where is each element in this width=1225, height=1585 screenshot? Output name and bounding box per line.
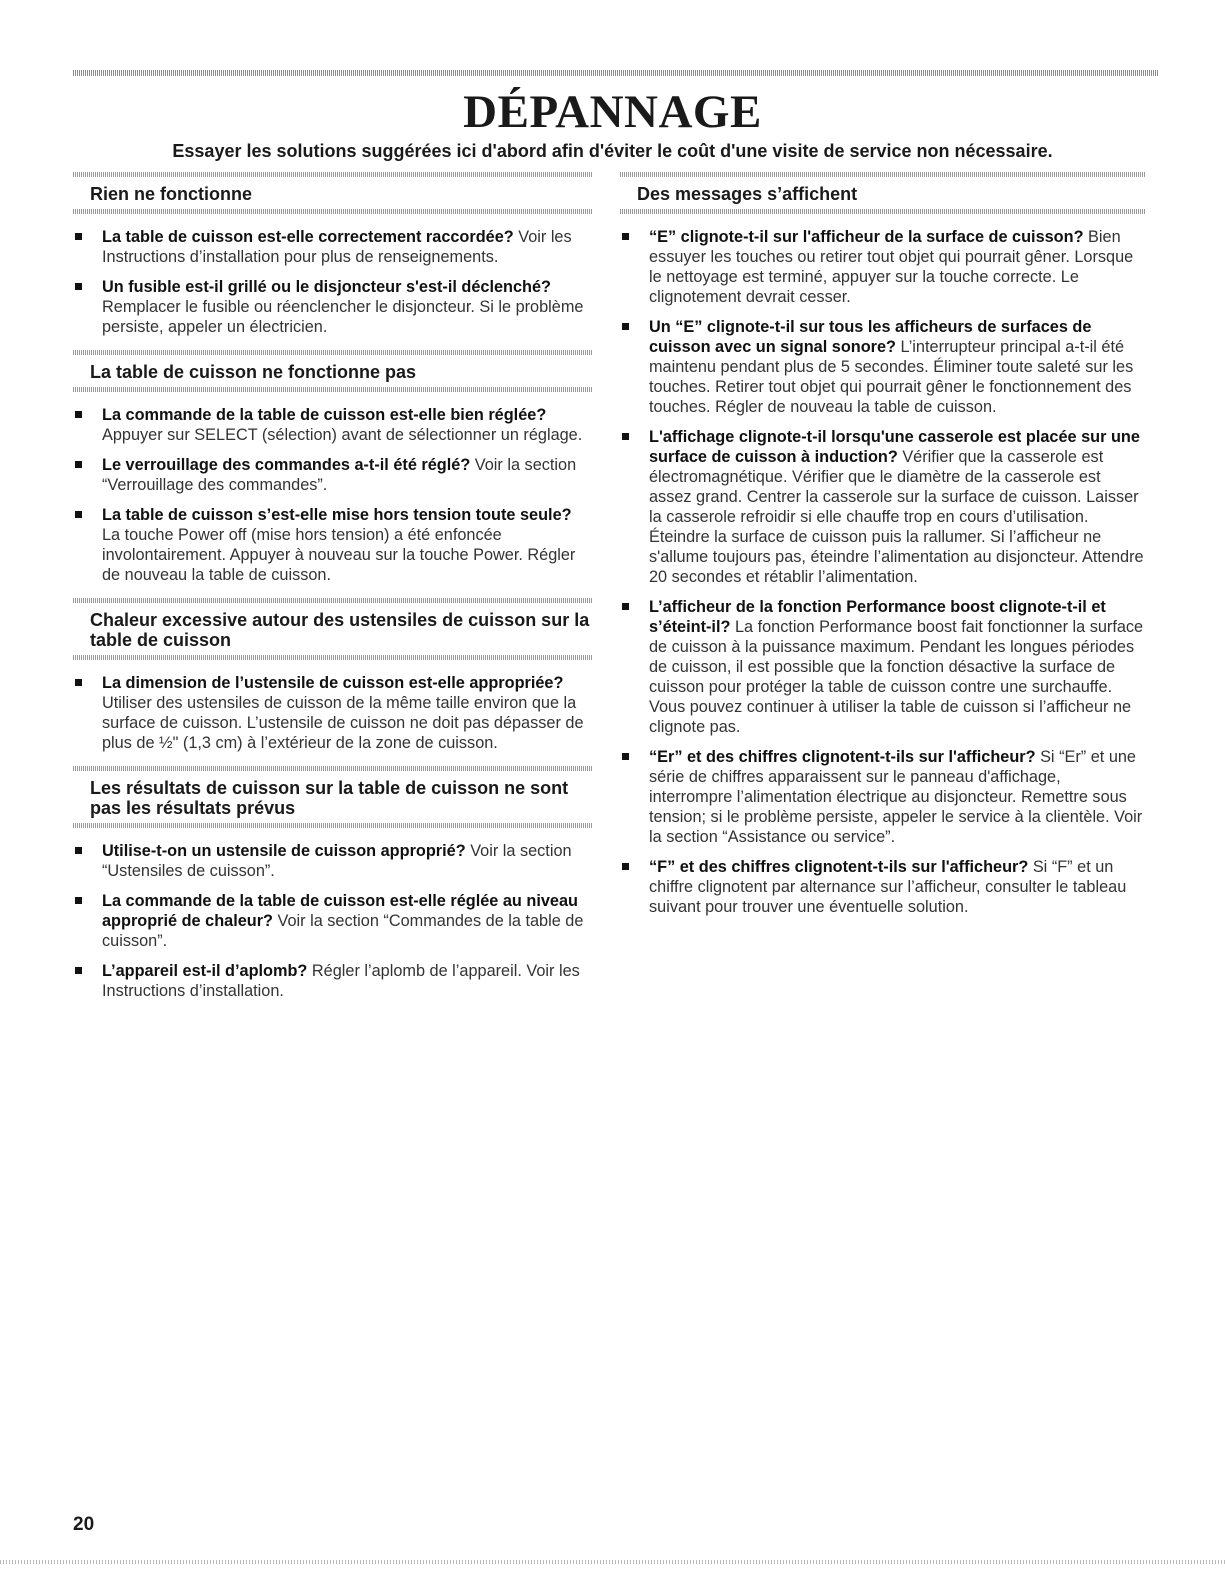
question-text: L’afficheur de la fonction Performance boost clignote-t-il et s’éteint-il? (649, 598, 1106, 636)
list-item (620, 227, 1145, 307)
answer-text: Voir la section “Commandes de la table de cuisson”. (102, 912, 584, 950)
section (620, 172, 1145, 917)
answer-text: Appuyer sur SELECT (sélection) avant de sélectionner un réglage. (102, 426, 583, 444)
top-rule (73, 70, 1158, 76)
right-column (620, 172, 1145, 930)
question-text: Utilise-t-on un ustensile de cuisson approprié? (102, 842, 466, 860)
list-item (73, 505, 593, 585)
answer-text: Voir la section “Verrouillage des commandes”. (102, 456, 577, 494)
question-text: La table de cuisson s’est-elle mise hors tension toute seule? (102, 506, 572, 524)
page-title: DÉPANNAGE (463, 86, 762, 138)
section (73, 766, 593, 1001)
left-column (73, 172, 593, 1014)
section (73, 172, 593, 337)
answer-text: Si “F” et un chiffre clignotent par alternance sur l’afficheur, consulter le tableau suivant pour trouver une éventuelle solution. (649, 858, 1127, 916)
list-item (73, 961, 593, 1001)
bullet-icon (75, 283, 82, 290)
page-number: 20 (73, 1514, 95, 1535)
bullet-icon (75, 411, 82, 418)
bullet-icon (75, 967, 82, 974)
bullet-icon (622, 323, 629, 330)
list-item (73, 405, 593, 445)
list-item (73, 277, 593, 337)
list-item (73, 673, 593, 753)
bullet-icon (622, 233, 629, 240)
list-item (73, 227, 593, 267)
bullet-icon (75, 897, 82, 904)
bottom-rule (0, 1560, 1225, 1564)
answer-text: Vérifier que la casserole est électromagnétique. Vérifier que le diamètre de la casserole est assez grand. Centrer la casserole sur la surface de cuisson. Laisser la casserole refroidir si elle chauffe trop en cours d’utilisation. Éteindre la surface de cuisson puis la rallumer. Si l’afficheur ne s'allume toujours pas, éteindre l’alimentation au disjoncteur. Attendre 20 secondes et rétablir l’alimentation. (649, 448, 1144, 586)
answer-text: L’interrupteur principal a-t-il été maintenu pendant plus de 5 secondes. Éliminer toute saleté sur les touches. Retirer tout objet qui pourrait gêner le fonctionnement des touches. Régler de nouveau la table de cuisson. (649, 338, 1134, 416)
list-item (620, 857, 1145, 917)
bullet-icon (75, 233, 82, 240)
section-heading: Des messages s’affichent (620, 172, 1145, 214)
bullet-icon (75, 847, 82, 854)
list-item (620, 317, 1145, 417)
section (73, 598, 593, 753)
bullet-icon (75, 511, 82, 518)
list-item (73, 841, 593, 881)
question-text: La commande de la table de cuisson est-elle bien réglée? (102, 406, 547, 424)
question-text: Un “E” clignote-t-il sur tous les afficheurs de surfaces de cuisson avec un signal sonore? (649, 318, 1092, 356)
question-text: L’appareil est-il d’aplomb? (102, 962, 308, 980)
answer-text: La fonction Performance boost fait fonctionner la surface de cuisson à la puissance maximum. Pendant les longues périodes de cuisson, il est possible que la fonction désactive la surface de cuisson pour protéger la table de cuisson contre une surchauffe. Vous pouvez continuer à utiliser la table de cuisson si l’afficheur ne clignote pas. (649, 618, 1144, 736)
section-heading: La table de cuisson ne fonctionne pas (73, 350, 593, 392)
bullet-icon (75, 679, 82, 686)
section-heading: Chaleur excessive autour des ustensiles de cuisson sur la table de cuisson (73, 598, 593, 660)
answer-text: Si “Er” et une série de chiffres apparaissent sur le panneau d'affichage, interrompre l’alimentation électrique au disjoncteur. Remettre sous tension; si le problème persiste, appeler le service à la clientèle. Voir la section “Assistance ou service”. (649, 748, 1143, 846)
list-item (620, 427, 1145, 587)
answer-text: La touche Power off (mise hors tension) a été enfoncée involontairement. Appuyer à nouveau sur la touche Power. Régler de nouveau la table de cuisson. (102, 526, 576, 584)
answer-text: Voir la section “Ustensiles de cuisson”. (102, 842, 572, 880)
question-text: “F” et des chiffres clignotent-t-ils sur l'afficheur? (649, 858, 1029, 876)
question-text: La dimension de l’ustensile de cuisson est-elle appropriée? (102, 674, 564, 692)
question-text: L'affichage clignote-t-il lorsqu'une casserole est placée sur une surface de cuisson à induction? (649, 428, 1140, 466)
answer-text: Bien essuyer les touches ou retirer tout objet qui pourrait gêner. Lorsque le nettoyage est terminé, appuyer sur la touche correcte. Le clignotement devrait cesser. (649, 228, 1134, 306)
answer-text: Utiliser des ustensiles de cuisson de la même taille environ que la surface de cuisson. L’ustensile de cuisson ne doit pas dépasser de plus de ½" (1,3 cm) à l’extérieur de la zone de cuisson. (102, 694, 584, 752)
answer-text: Régler l’aplomb de l’appareil. Voir les Instructions d’installation. (102, 962, 580, 1000)
list-item (620, 747, 1145, 847)
answer-text: Remplacer le fusible ou réenclencher le disjoncteur. Si le problème persiste, appeler un électricien. (102, 298, 584, 336)
bullet-icon (622, 433, 629, 440)
question-text: “Er” et des chiffres clignotent-t-ils sur l'afficheur? (649, 748, 1036, 766)
bullet-icon (622, 863, 629, 870)
section-heading: Rien ne fonctionne (73, 172, 593, 214)
question-text: Le verrouillage des commandes a-t-il été réglé? (102, 456, 471, 474)
question-text: La commande de la table de cuisson est-elle réglée au niveau approprié de chaleur? (102, 892, 578, 930)
page-subtitle: Essayer les solutions suggérées ici d'abord afin d'éviter le coût d'une visite de service non nécessaire. (172, 141, 1053, 161)
question-text: La table de cuisson est-elle correctement raccordée? (102, 228, 514, 246)
list-item (620, 597, 1145, 737)
question-text: “E” clignote-t-il sur l'afficheur de la surface de cuisson? (649, 228, 1084, 246)
bullet-icon (622, 603, 629, 610)
list-item (73, 891, 593, 951)
question-text: Un fusible est-il grillé ou le disjoncteur s'est-il déclenché? (102, 278, 551, 296)
bullet-icon (622, 753, 629, 760)
bullet-icon (75, 461, 82, 468)
section (73, 350, 593, 585)
list-item (73, 455, 593, 495)
section-heading: Les résultats de cuisson sur la table de cuisson ne sont pas les résultats prévus (73, 766, 593, 828)
answer-text: Voir les Instructions d’installation pour plus de renseignements. (102, 228, 572, 266)
